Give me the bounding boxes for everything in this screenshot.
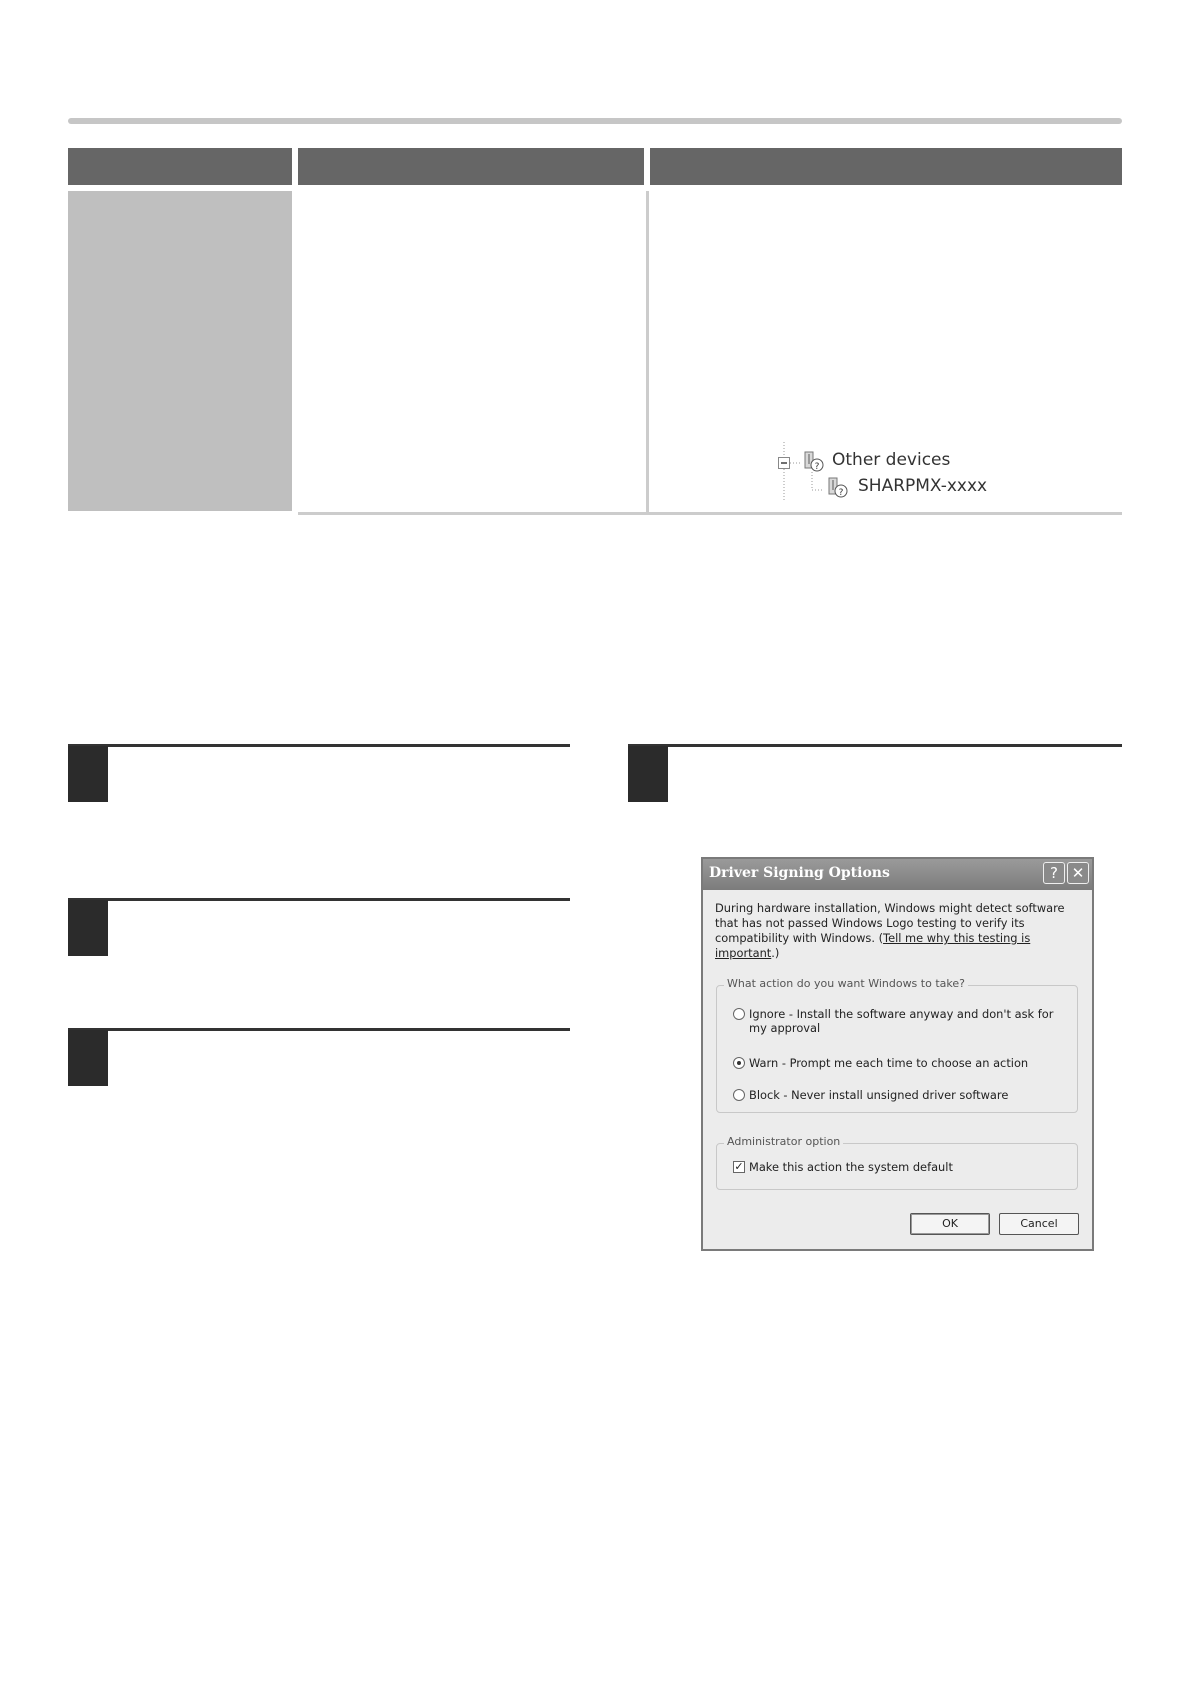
system-default-checkbox[interactable]: ✓ [734,1160,744,1173]
close-icon[interactable]: ✕ [1067,862,1089,884]
radio-selected-dot [737,1061,741,1065]
why-testing-link[interactable]: Tell me why this testing is important [715,931,1031,960]
step-number-box [68,746,108,802]
step-rule [68,1028,570,1031]
minus-box-icon[interactable] [778,457,790,469]
svg-text:?: ? [814,462,820,472]
table-header-cell [298,148,644,185]
block-radio[interactable] [733,1089,745,1101]
driver-signing-dialog [701,857,1094,1251]
action-group [716,977,1078,1113]
admin-group [716,1135,1078,1190]
unknown-device-icon [802,450,826,474]
dialog-intro-text [715,901,1087,961]
intro-text: During hardware installation, Windows might detect software that has not passed Windows Logo testing to verify its compatibility with Windows. ( [715,901,1065,945]
admin-group-label: Administrator option [724,1135,843,1148]
step-number-box [628,746,668,802]
step-number-box [68,900,108,956]
top-rule [68,118,1122,124]
ignore-radio[interactable] [733,1008,745,1020]
dialog-titlebar[interactable] [703,859,1092,890]
svg-text:?: ? [838,488,844,498]
tree-device-label[interactable]: SHARPMX-xxxx [858,476,988,496]
system-default-label[interactable]: Make this action the system default [749,1160,953,1174]
block-option-label[interactable]: Block - Never install unsigned driver software [749,1088,1009,1102]
action-group-label: What action do you want Windows to take? [724,977,968,990]
step-number-box [68,1030,108,1086]
intro-text-end: .) [771,946,780,960]
column-divider [646,191,649,513]
table-header-cell [68,148,292,185]
table-header-cell [650,148,1122,185]
step-rule [68,898,570,901]
dialog-title: Driver Signing Options [709,865,890,881]
ok-button[interactable]: OK [910,1213,990,1235]
table-row-label-cell [68,191,292,511]
help-icon[interactable]: ? [1043,862,1065,884]
cancel-button[interactable]: Cancel [999,1213,1079,1235]
warn-option-label[interactable]: Warn - Prompt me each time to choose an action [749,1056,1029,1070]
row-bottom-rule [298,512,1122,515]
step-rule [68,744,570,747]
ignore-option-label[interactable]: Ignore - Install the software anyway and don't ask for my approval [749,1007,1054,1035]
tree-category-label[interactable]: Other devices [832,450,951,470]
device-tree [768,438,1068,502]
warn-radio[interactable] [733,1057,745,1069]
step-rule [628,744,1122,747]
unknown-device-icon [826,476,850,500]
